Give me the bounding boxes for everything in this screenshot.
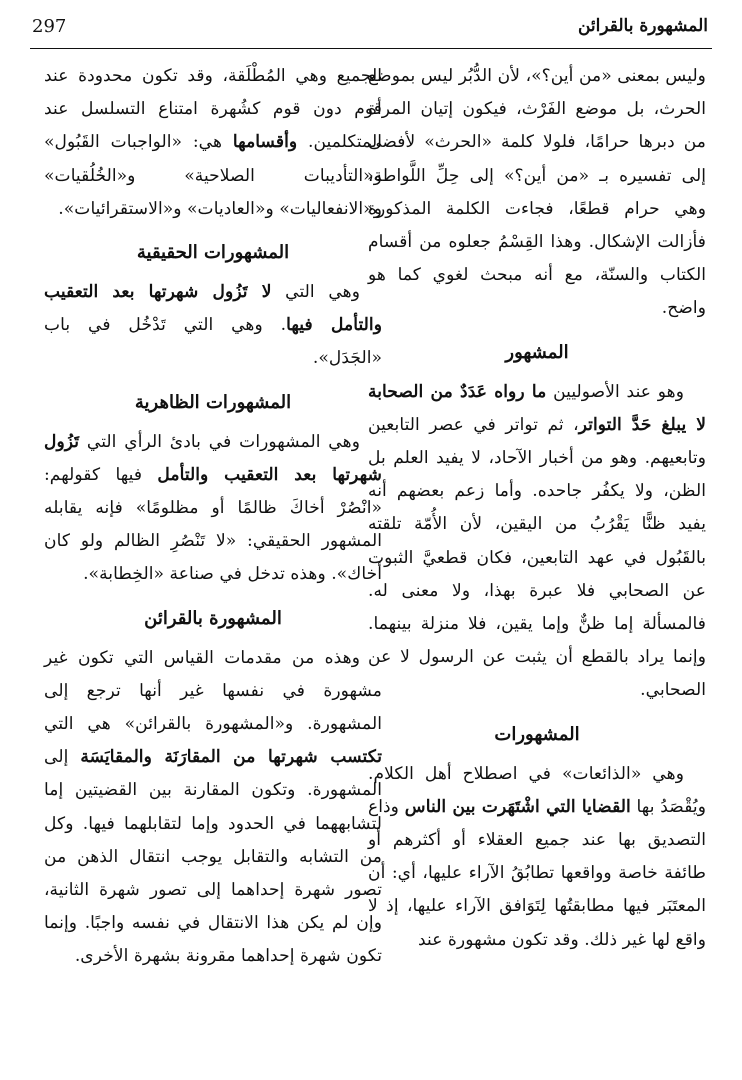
heading-mashhurat: المشهورات (494, 723, 580, 745)
paragraph-haqiqiya: وهي التي لا تَزُول شهرتها بعد التعقيب والتأمل فيها. وهي التي تَدْخُل في باب «الجَدَل». (44, 282, 382, 369)
paragraph-mashhurat: وهي «الذائعات» في اصطلاح أهل الكلام. ويُقْصَدُ بها القضايا التي اشْتَهَرت بين الناس وذاع التصديق بها عند جميع العقلاء أو أكثرهم أو طائفة خاصة وواقعها تطابُقُ الآراء عليها، أي: أن المعتَبَر فيها مطابقتُها لِتَوَافق الآراء عليها، إذ لا واقع لها غير ذلك. وقد تكون مشهورة عند (368, 763, 706, 950)
heading-qarain: المشهورة بالقرائن (144, 607, 282, 629)
right-column (368, 60, 706, 957)
heading-mashhur: المشهور (505, 341, 569, 363)
paragraph-intro: وليس بمعنى «من أين؟»، لأن الدُّبُر ليس بموضع الحرث، بل موضع الفَرْث، فيكون إتيان المرأة من دبرها حرامًا، فلولا كلمة «الحرث» لأفضى إلى تفسيره بـ «من أين؟» إلى حِلِّ اللَّواطة، وهي حرام قطعًا، فجاءت الكلمة المذكورة فأزالت الإشكال. وهذا القِسْمُ جعلوه من أقسام الكتاب والسنّة، مع أنه مبحث لغوي كما هو واضح. (368, 66, 706, 319)
page-number: 297 (32, 16, 67, 37)
paragraph-continuation: الجميع وهي المُطْلَقة، وقد تكون محدودة عند قوم دون قوم كشُهرة امتناع التسلسل عند المتكلمين. وأقسامها هي: «الواجبات القَبُول» و«التأديبات الصلاحية» و«الخُلُقيات» و«الانفعاليات» و«العاديات» و«الاستقرائيات». (44, 66, 382, 219)
paragraph-qarain: وهذه من مقدمات القياس التي تكون غير مشهورة في نفسها غير أنها ترجع إلى المشهورة. و«المشهورة بالقرائن» هي التي تكتسب شهرتها من المقارَنَة والمقايَسَة إلى المشهورة. وتكون المقارنة بين القضيتين إما لتشابههما في الحدود وإما لتقابلهما فيها. وكل من التشابه والتقابل يوجب انتقال الذهن من تصور شهرة إحداهما إلى تصور شهرة الثانية، وإن لم يكن هذا الانتقال في نفسه واجبًا. وإنما تكون شهرة إحداهما مقرونة بشهرة الأخرى. (44, 647, 382, 967)
heading-haqiqiya: المشهورات الحقيقية (136, 242, 290, 264)
heading-zahiriya: المشهورات الظاهرية (134, 391, 292, 413)
paragraph-mashhur: وهو عند الأصوليين ما رواه عَدَدٌ من الصحابة لا يبلغ حَدَّ التواتر، ثم تواتر في عصر التابعين وتابعيهم. وهو من أخبار الآحاد، لا يفيد العلم بل الظن، ولا يكفُر جاحده. وأما زعم بعضهم أنه يفيد ظنًّا يَقْرُبُ من اليقين، لأن الأُمّة تلقته بالقَبُول في عهد التابعين، فكان قطعيَّ الثبوت عن الصحابي فلا عبرة بهذا، ولا معنى له. فالمسألة إما ظنٌّ وإما يقين، فلا منزلة بينهما. وإنما يراد بالقطع أن يثبت عن الرسول لا عن الصحابي. (368, 381, 706, 701)
running-title: المشهورة بالقرائن (577, 16, 708, 36)
left-column (44, 60, 382, 974)
page-header (30, 14, 712, 49)
paragraph-zahiriya: وهي المشهورات في بادئ الرأي التي تَزُول شهرتها بعد التعقيب والتأمل فيها كقولهم: «انْصُرْ أخاكَ ظالمًا أو مظلومًا» فإنه يقابله المشهور الحقيقي: «لا تَنْصُرِ الظالم ولو كان أخاك». وهذه تدخل في صناعة «الخِطابة». (44, 431, 382, 585)
